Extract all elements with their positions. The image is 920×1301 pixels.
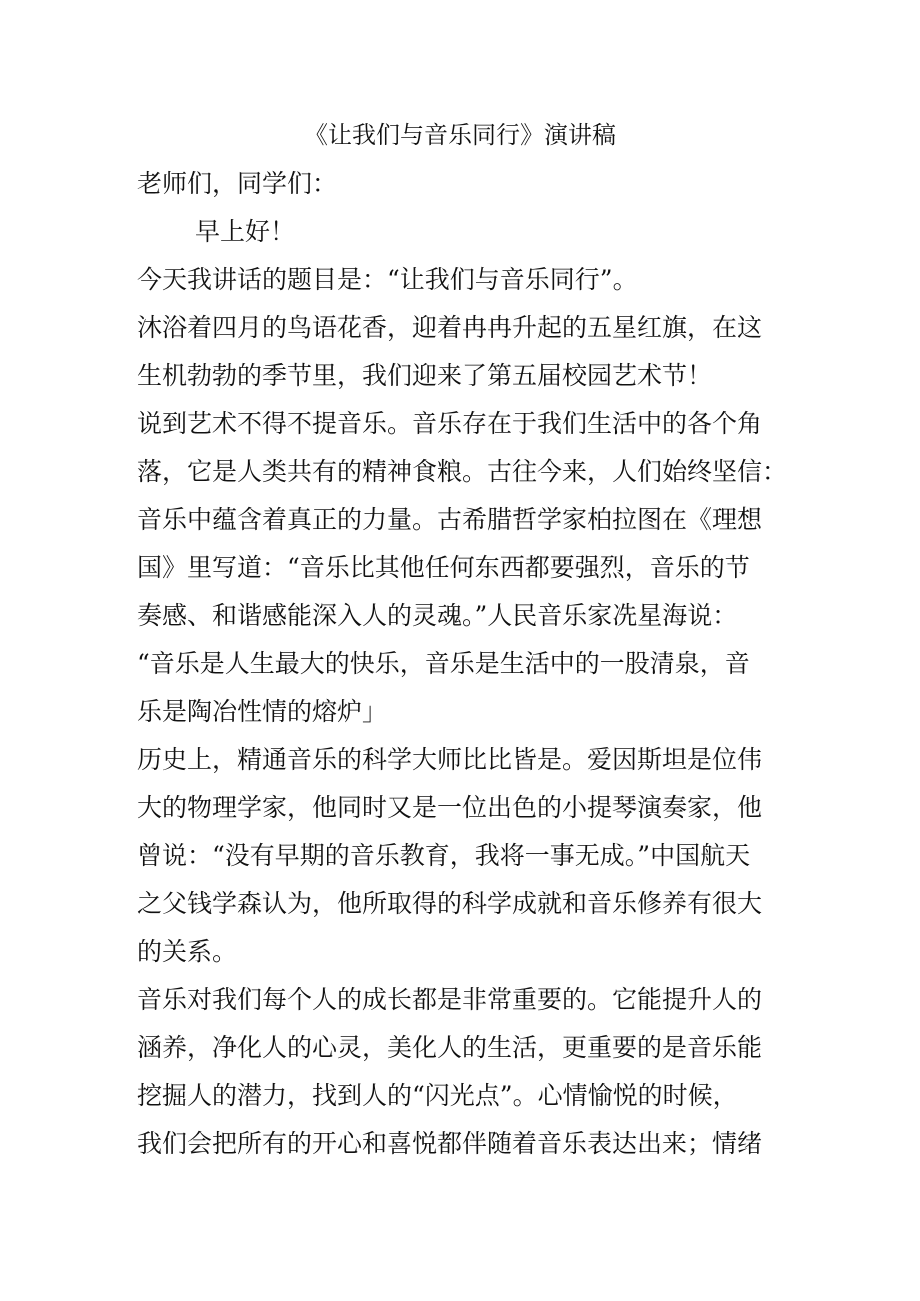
- document-title: 《让我们与音乐同行》演讲稿: [304, 121, 616, 149]
- text-line: 音乐中蕴含着真正的力量。古希腊哲学家柏拉图在《理想: [137, 505, 763, 534]
- text-line: 曾说：“没有早期的音乐教育，我将一事无成。”中国航天: [137, 841, 751, 870]
- text-line: 之父钱学森认为，他所取得的科学成就和音乐修养有很大: [137, 889, 763, 918]
- text-line: 涵养，净化人的心灵，美化人的生活，更重要的是音乐能: [137, 1033, 763, 1062]
- text-line: 沐浴着四月的鸟语花香，迎着冉冉升起的五星红旗，在这: [137, 313, 763, 342]
- text-line: 大的物理学家，他同时又是一位出色的小提琴演奏家，他: [137, 793, 763, 822]
- text-line: 的关系。: [137, 937, 238, 966]
- text-line: 挖掘人的潜力，找到人的“闪光点”。心情愉悦的时候，: [137, 1081, 738, 1110]
- salutation: 老师们，同学们：: [137, 169, 338, 198]
- text-line: 今天我讲话的题目是：“让我们与音乐同行”。: [137, 265, 638, 294]
- text-line: 落，它是人类共有的精神食粮。古往今来，人们始终坚信：: [137, 457, 788, 486]
- greeting: 早上好！: [195, 217, 296, 246]
- text-line: 我们会把所有的开心和喜悦都伴随着音乐表达出来；情绪: [137, 1129, 763, 1158]
- text-line: 生机勃勃的季节里，我们迎来了第五届校园艺术节！: [137, 361, 713, 390]
- text-line: 乐是陶冶性情的熔炉」: [137, 697, 388, 726]
- text-line: 奏感、和谐感能深入人的灵魂。”人民音乐家冼星海说：: [137, 601, 738, 630]
- text-line: 历史上，精通音乐的科学大师比比皆是。爱因斯坦是位伟: [137, 745, 763, 774]
- text-line: “音乐是人生最大的快乐，音乐是生活中的一股清泉，音: [137, 649, 750, 678]
- text-line: 音乐对我们每个人的成长都是非常重要的。它能提升人的: [137, 985, 763, 1014]
- text-line: 说到艺术不得不提音乐。音乐存在于我们生活中的各个角: [137, 409, 763, 438]
- text-line: 国》里写道：“音乐比其他任何东西都要强烈，音乐的节: [137, 553, 750, 582]
